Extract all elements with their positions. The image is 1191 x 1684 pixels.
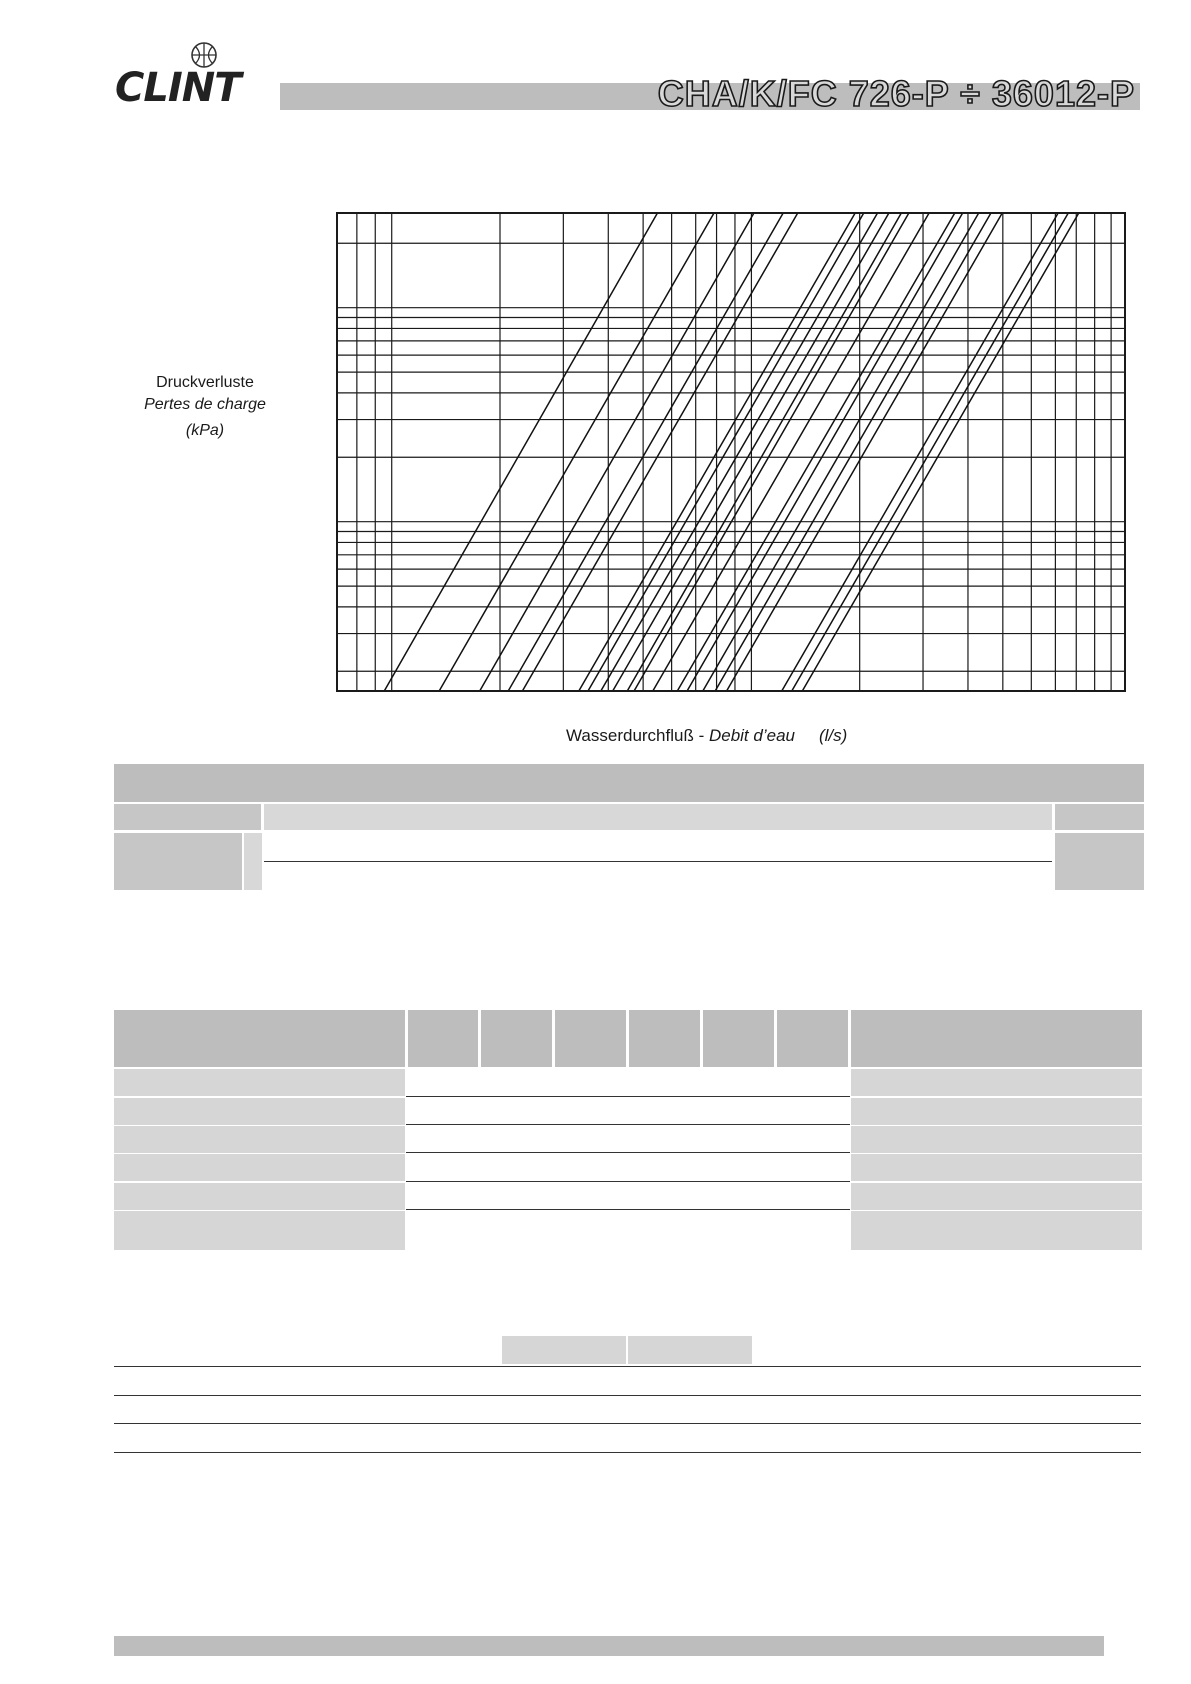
table1-header-cell <box>264 804 1052 830</box>
pressure-drop-chart <box>336 212 1126 692</box>
table2-header-cell <box>777 1010 848 1067</box>
footer-bar <box>114 1636 1104 1656</box>
table1-row-end-cell <box>1055 833 1144 890</box>
table2-row-end-cell <box>851 1069 1142 1096</box>
table2-row-end-cell <box>851 1154 1142 1181</box>
clint-logo <box>115 38 275 110</box>
table2-row-end-cell <box>851 1126 1142 1153</box>
document-title: CHA/K/FC 726-P ÷ 36012-P <box>657 73 1135 114</box>
table2-row-divider <box>406 1124 850 1125</box>
table2-header-cell <box>555 1010 626 1067</box>
logo-text: CLINT <box>115 65 241 111</box>
table2-header-cell <box>629 1010 700 1067</box>
series-line <box>802 212 1080 692</box>
table2-row-label-cell <box>114 1098 405 1125</box>
table2-header-cell <box>114 1010 405 1067</box>
table1-row-label-cell <box>244 833 262 890</box>
series-line <box>677 212 956 692</box>
table1-header-cell <box>114 804 261 830</box>
grid-vertical <box>357 212 1111 692</box>
table2-header-cell <box>851 1010 1142 1067</box>
table3-row-divider <box>114 1423 1141 1424</box>
x-axis-label <box>566 726 847 746</box>
series-line <box>439 212 715 692</box>
x-axis-label-fr: Debit d’eau <box>708 726 795 745</box>
table3-row-divider <box>114 1395 1141 1396</box>
series-line <box>633 212 909 692</box>
series-line <box>508 212 784 692</box>
table2-row-end-cell <box>851 1183 1142 1210</box>
series-line <box>627 212 902 692</box>
table3-header-cell <box>502 1336 626 1364</box>
table1-header-band <box>114 764 1144 802</box>
table2-row-divider <box>406 1096 850 1097</box>
y-axis-unit: (kPa) <box>185 422 225 439</box>
x-axis-unit: (l/s) <box>818 726 848 745</box>
table2-row-label-cell <box>114 1126 405 1153</box>
table3-row-divider <box>114 1366 1141 1367</box>
table2-row-divider <box>406 1152 850 1153</box>
series-lines <box>384 212 1080 692</box>
table2-row-end-cell <box>851 1211 1142 1250</box>
grid-horizontal <box>336 243 1126 671</box>
table2-row-label-cell <box>114 1069 405 1096</box>
series-line <box>687 212 964 692</box>
table2-header-cell <box>408 1010 478 1067</box>
table2-row-label-cell <box>114 1183 405 1210</box>
table2-header-cell <box>703 1010 774 1067</box>
series-line <box>612 212 889 692</box>
y-axis-label <box>130 372 280 442</box>
table3-row-divider <box>114 1452 1141 1453</box>
table1-header-cell <box>1055 804 1144 830</box>
table1-row-label-cell <box>114 833 242 890</box>
table2-row-divider <box>406 1181 850 1182</box>
table3-header-cell <box>628 1336 752 1364</box>
series-line <box>652 212 929 692</box>
y-axis-label-de: Druckverluste <box>156 374 254 391</box>
table2-row-label-cell <box>114 1211 405 1250</box>
series-line <box>791 212 1069 692</box>
series-line <box>702 212 979 692</box>
x-axis-label-de: Wasserdurchfluß <box>566 726 694 745</box>
table2-row-divider <box>406 1209 850 1210</box>
x-axis-label-sep: - <box>693 726 709 745</box>
table2-row-end-cell <box>851 1098 1142 1125</box>
table2-header-cell <box>481 1010 552 1067</box>
series-line <box>726 212 1003 692</box>
table2-row-label-cell <box>114 1154 405 1181</box>
chart-frame <box>337 213 1125 691</box>
series-line <box>600 212 878 692</box>
table1-row-divider <box>264 861 1052 862</box>
y-axis-label-fr: Pertes de charge <box>144 396 266 413</box>
